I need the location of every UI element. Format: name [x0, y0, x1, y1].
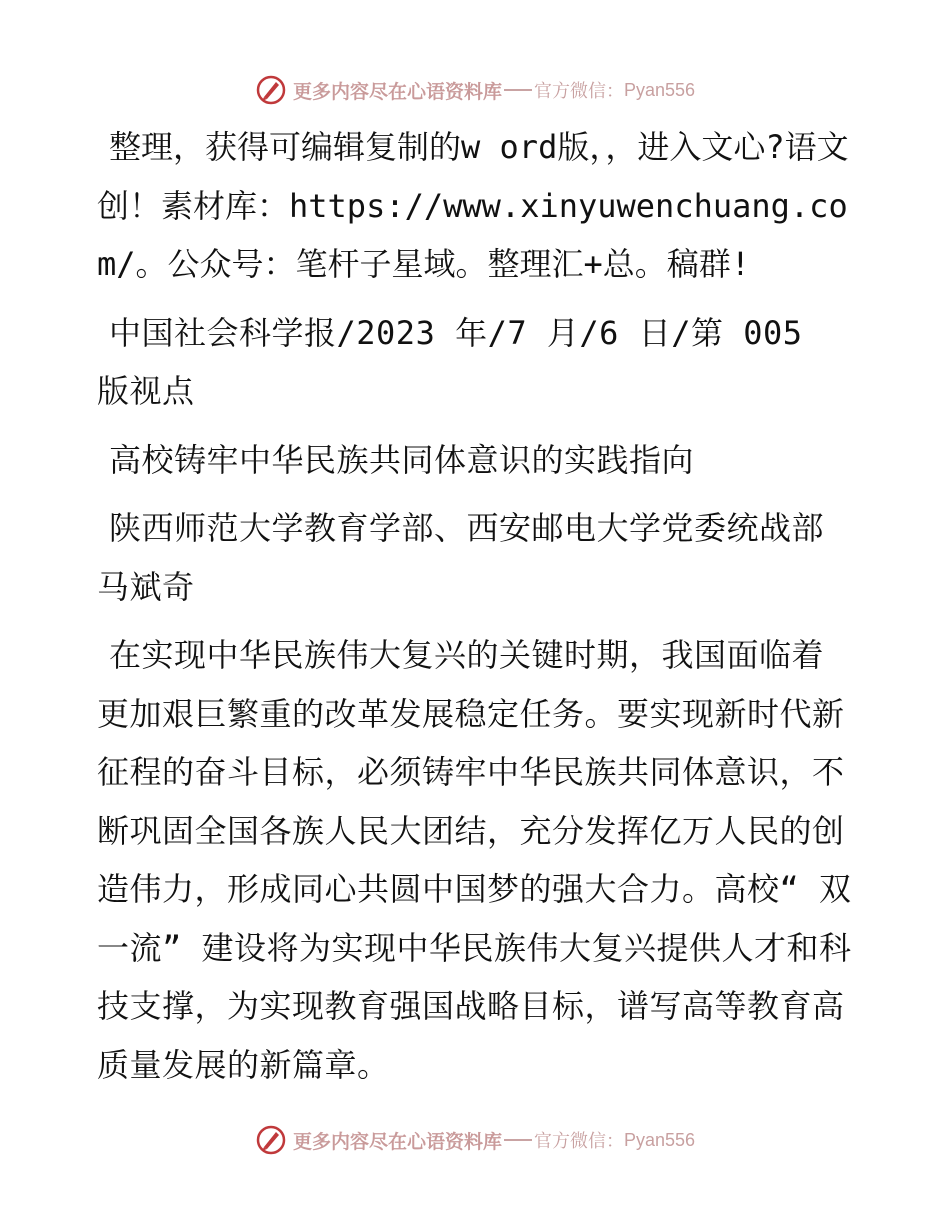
watermark-site-text: 更多内容尽在心语资料库	[292, 1130, 502, 1153]
intro-paragraph: 整理，获得可编辑复制的w ord版，，进入文心?语文创！素材库：https://www.xinyuwenchuang.com/。公众号：笔杆子星域。整理汇+总。稿群!	[97, 128, 849, 283]
watermark-wechat-id: Pyan556	[623, 1129, 696, 1150]
document-body	[97, 118, 857, 1104]
source-line: 中国社会科学报/2023 年/7 月/6 日/第 005 版视点	[97, 313, 803, 410]
footer-watermark	[0, 1120, 950, 1160]
header-watermark	[0, 70, 950, 110]
watermark-dash	[504, 89, 532, 91]
watermark-official-label: 官方微信：	[533, 81, 624, 102]
watermark-official-label: 官方微信：	[533, 1131, 624, 1152]
watermark-site-text: 更多内容尽在心语资料库	[292, 80, 502, 103]
pen-logo-icon	[255, 1124, 287, 1156]
watermark-dash	[504, 1139, 532, 1141]
body-paragraph: 在实现中华民族伟大复兴的关键时期，我国面临着更加艰巨繁重的改革发展稳定任务。要实现新时代新征程的奋斗目标，必须铸牢中华民族共同体意识，不断巩固全国各族人民大团结，充分发挥亿万人民的创造伟力，形成同心共圆中国梦的强大合力。高校“ 双一流” 建设将为实现中华民族伟大复兴提供人才和科技支撑，为实现教育强国战略目标，谱写高等教育高质量发展的新篇章。	[97, 636, 852, 1084]
watermark-wechat-id: Pyan556	[623, 79, 696, 100]
author-line: 陕西师范大学教育学部、西安邮电大学党委统战部 马斌奇	[97, 509, 857, 606]
article-title: 高校铸牢中华民族共同体意识的实践指向	[109, 440, 695, 479]
pen-logo-icon	[255, 74, 287, 106]
